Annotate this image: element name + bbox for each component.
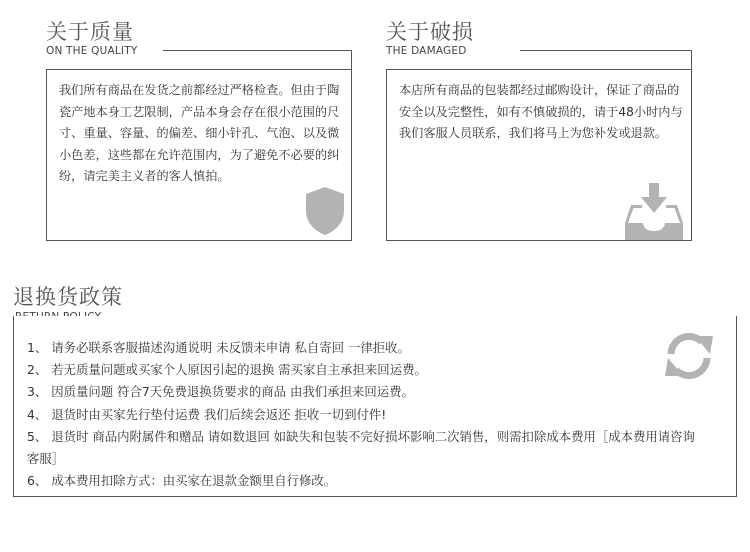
damaged-box bbox=[386, 69, 692, 241]
shield-icon bbox=[304, 186, 346, 236]
quality-subtitle: ON THE QUALITY bbox=[46, 45, 138, 57]
returns-box bbox=[13, 316, 737, 497]
returns-item-3: 3、 因质量问题 符合7天免费退换货要求的商品 由我们承担来回运费。 bbox=[27, 384, 414, 400]
damaged-subtitle: THE DAMAGED bbox=[386, 45, 467, 57]
returns-list bbox=[27, 337, 697, 492]
download-tray-icon bbox=[625, 183, 683, 240]
quality-text: 我们所有商品在发货之前都经过严格检查。但由于陶瓷产地本身工艺限制，产品本身会存在很小范围的尺寸、重量、容量、的偏差、细小针孔、气泡、以及微小色差，这些都在允许范围内，为了避免不必要的纠纷，请完美主义者的客人慎拍。 bbox=[59, 83, 340, 183]
quality-box bbox=[46, 69, 352, 241]
damaged-title: 关于破损 bbox=[386, 20, 474, 44]
damaged-text: 本店所有商品的包装都经过邮购设计，保证了商品的安全以及完整性，如有不慎破损的，请于48小时内与我们客服人员联系，我们将马上为您补发或退款。 bbox=[399, 83, 683, 140]
damaged-header-line bbox=[520, 50, 692, 51]
returns-item-2: 2、 若无质量问题或买家个人原因引起的退换 需买家自主承担来回运费。 bbox=[27, 362, 427, 378]
refresh-icon bbox=[657, 326, 721, 386]
returns-item-4: 4、 退货时由买家先行垫付运费 我们后续会返还 拒收一切到付件! bbox=[27, 406, 387, 422]
returns-item-5: 5、 退货时 商品内附属件和赠品 请如数退回 如缺失和包装不完好损坏影响二次销售，则需扣除成本费用［成本费用请咨询客服］ bbox=[27, 428, 695, 467]
quality-header-tick bbox=[351, 50, 352, 70]
returns-title: 退换货政策 bbox=[13, 285, 123, 309]
quality-header-line bbox=[163, 50, 352, 51]
damaged-header-tick bbox=[691, 50, 692, 70]
quality-title: 关于质量 bbox=[46, 20, 134, 44]
returns-item-1: 1、 请务必联系客服描述沟通说明 未反馈未申请 私自寄回 一律拒收。 bbox=[27, 340, 410, 355]
returns-item-6: 6、 成本费用扣除方式：由买家在退款金额里自行修改。 bbox=[27, 473, 337, 489]
